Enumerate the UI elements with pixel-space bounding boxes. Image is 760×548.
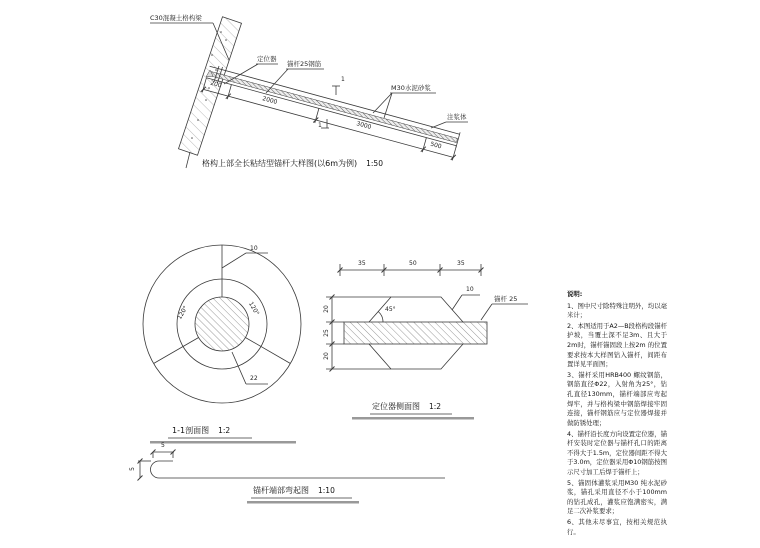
hook-side-dim: 5: [128, 467, 136, 471]
note-item-3: 3、锚杆采用HRB400 螺纹钢筋，钢筋直径Φ22，入射角为25°，钻孔直径130mm，锚杆端部应弯起焊牢，并与格构梁中钢筋焊接牢固连接，锚杆钢筋应与定位器焊接并做防锈处理；: [567, 370, 667, 427]
anchor-bar-label: 锚杆25钢筋: [287, 60, 322, 68]
section-view-title-text: 1-1剖面图: [172, 426, 210, 435]
main-detail-title-text: 格构上部全长粘结型锚杆大样图(以6m为例): [202, 159, 358, 168]
positioner-side-dim-1: 20: [322, 305, 330, 313]
positioner-view-title: [372, 403, 441, 411]
section-angle-left-label: 120°: [176, 304, 190, 321]
positioner-top-dim-1: 35: [358, 260, 366, 267]
section-positioner-bar-label: 10: [250, 245, 258, 252]
section-mark-top: 1: [341, 76, 345, 83]
dim-500: 500: [429, 140, 443, 151]
dim-2000: 2000: [261, 95, 279, 106]
positioner-angle-label: 45°: [385, 306, 396, 313]
positioner-plate-label: 10: [466, 286, 474, 293]
main-detail-scale: 1:50: [366, 159, 383, 168]
note-item-1: 1、图中尺寸除特殊注明外，均以毫米计；: [567, 301, 667, 320]
notes-block: [567, 290, 667, 538]
section-view-title: [172, 427, 230, 435]
positioner-view-scale: 1:2: [429, 402, 442, 411]
note-item-5: 5、锚固体灌浆采用M30 纯水泥砂浆，锚孔采用直径不小于100mm 的钻孔成孔，灌浆应饱满密实，满足二次补浆要求；: [567, 478, 667, 516]
positioner-anchor-bar-label: 锚杆 25: [494, 295, 518, 303]
positioner-side-dim-2: 25: [322, 329, 330, 337]
mortar-label: M30水泥砂浆: [391, 84, 431, 92]
positioner-top-dim-2: 50: [409, 260, 417, 267]
section-angle-right-label: 120°: [247, 300, 261, 317]
main-detail-title: [202, 160, 383, 168]
positioner-label: 定位器: [257, 55, 277, 63]
dim-3000: 3000: [355, 120, 373, 131]
section-mark-bottom: 1: [318, 122, 322, 129]
note-item-4: 4、锚杆沿长度方向设置定位器，锚杆安装时定位器与锚杆孔口的距离不得大于1.5m，定位器间距不得大于3.0m，定位器采用Φ10钢筋按图示尺寸加工后焊于锚杆上；: [567, 429, 667, 476]
grout-label: 注浆体: [447, 113, 467, 121]
hook-view-title-text: 锚杆端部弯起图: [253, 486, 309, 495]
hook-view-scale: 1:10: [318, 486, 335, 495]
hook-top-dim: 5: [161, 442, 165, 449]
section-view-scale: 1:2: [218, 426, 231, 435]
dim-200: 200: [209, 79, 223, 90]
note-item-6: 6、其他未尽事宜，按相关规范执行。: [567, 518, 667, 536]
positioner-side-dim-3: 20: [322, 352, 330, 360]
section-anchor-bar-label: 22: [250, 375, 258, 382]
notes-heading: 说明:: [567, 290, 583, 298]
positioner-view-title-text: 定位器侧面图: [372, 402, 420, 411]
hook-view-title: [253, 487, 335, 495]
beam-label: C30混凝土格构梁: [150, 14, 202, 22]
note-item-2: 2、本图适用于A2—B段格构段锚杆护坡，当覆土深不足3m、且大于2m时，锚杆锚固段上按2m 的位置要求按本大样图钻入锚杆，间距布置详见平面图；: [567, 321, 667, 369]
positioner-top-dim-3: 35: [457, 260, 465, 267]
